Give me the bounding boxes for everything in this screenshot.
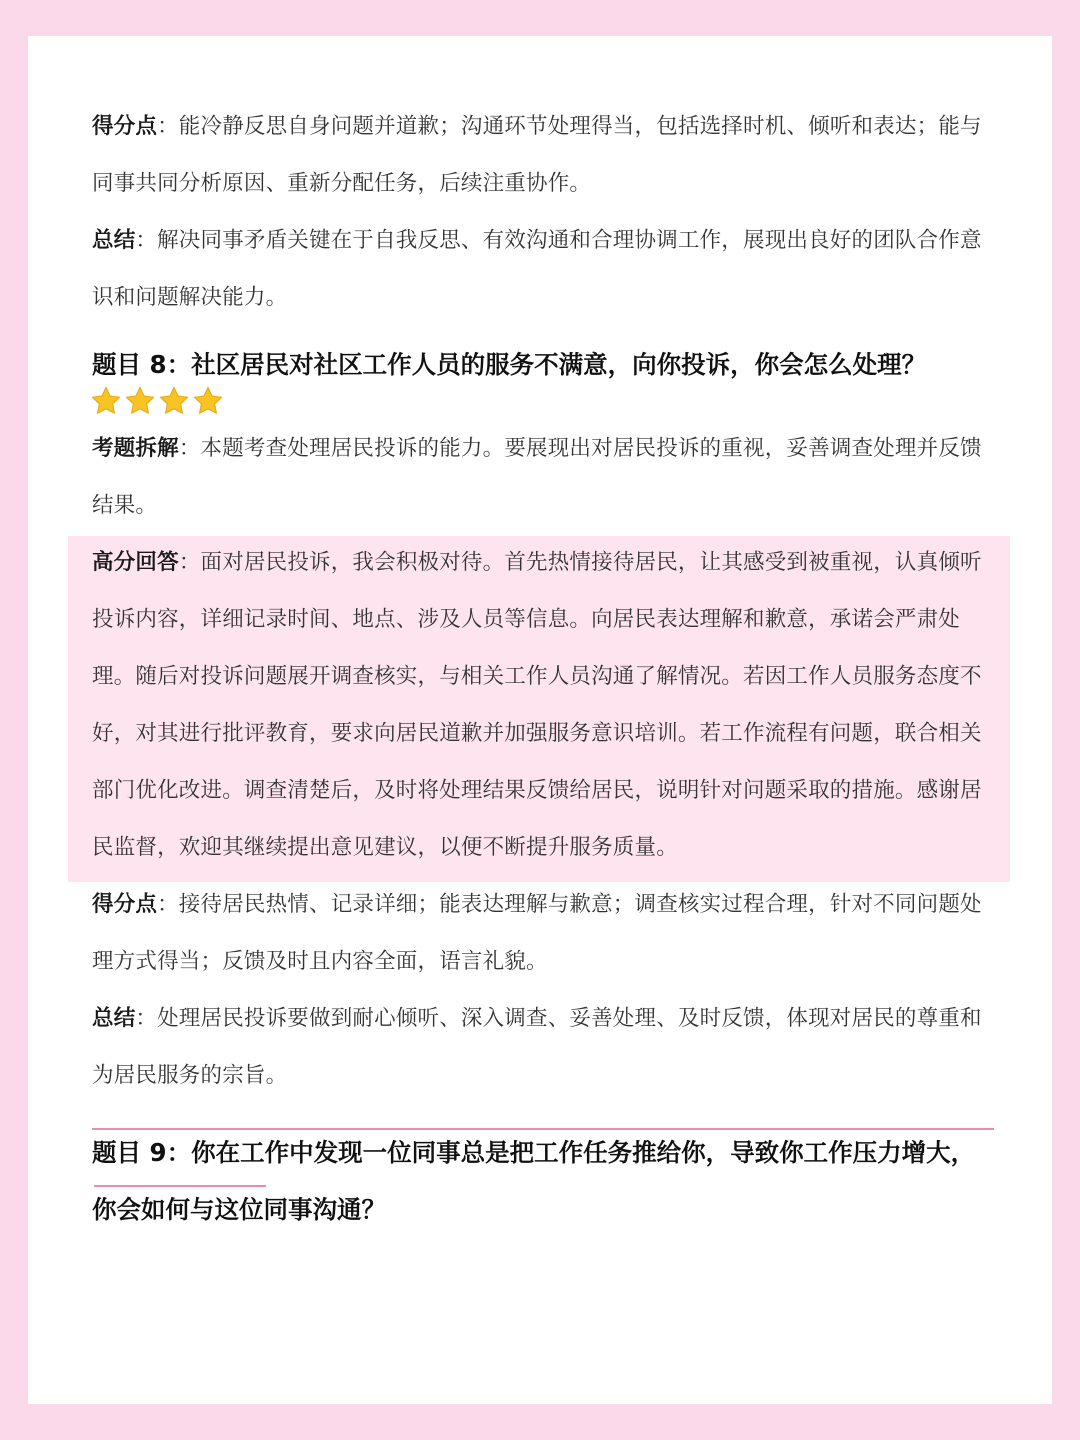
summary-underline-decoration <box>92 1128 994 1130</box>
q8-score-label: 得分点 <box>92 892 158 917</box>
star-icon <box>192 385 224 417</box>
q8-summary-text: ：处理居民投诉要做到耐心倾听、深入调查、妥善处理、及时反馈，体现对居民的尊重和为居民服务的宗旨。 <box>92 1006 982 1088</box>
prev-summary-text: ：解决同事矛盾关键在于自我反思、有效沟通和合理协调工作，展现出良好的团队合作意识和问题解决能力。 <box>92 228 982 310</box>
q8-answer-text: ：面对居民投诉，我会积极对待。首先热情接待居民，让其感受到被重视，认真倾听投诉内容，详细记录时间、地点、涉及人员等信息。向居民表达理解和歉意，承诺会严肃处理。随后对投诉问题展开调查核实，与相关工作人员沟通了解情况。若因工作人员服务态度不好，对其进行批评教育，要求向居民道歉并加强服务意识培训。若工作流程有问题，联合相关部门优化改进。调查清楚后，及时将处理结果反馈给居民，说明针对问题采取的措施。感谢居民监督，欢迎其继续提出意见建议，以便不断提升服务质量。 <box>92 550 982 860</box>
prev-score-paragraph <box>92 98 992 212</box>
prev-score-text: ：能冷静反思自身问题并道歉；沟通环节处理得当，包括选择时机、倾听和表达；能与同事共同分析原因、重新分配任务，后续注重协作。 <box>92 114 982 196</box>
q8-score-text: ：接待居民热情、记录详细；能表达理解与歉意；调查核实过程合理，针对不同问题处理方式得当；反馈及时且内容全面，语言礼貌。 <box>92 892 982 974</box>
question-8-title: 题目 8：社区居民对社区工作人员的服务不满意，向你投诉，你会怎么处理？ <box>92 350 927 379</box>
prev-summary-paragraph <box>92 212 992 326</box>
prev-score-label: 得分点 <box>92 114 158 139</box>
q8-analysis-label: 考题拆解 <box>92 436 179 461</box>
q8-answer-label: 高分回答 <box>92 550 179 575</box>
star-icon <box>158 385 190 417</box>
answer-highlight-block <box>92 534 992 876</box>
star-icon <box>90 385 122 417</box>
q8-summary-paragraph <box>92 990 992 1104</box>
question-9-title: 题目 9：你在工作中发现一位同事总是把工作任务推给你，导致你工作压力增大，你会如何与这位同事沟通？ <box>92 1138 976 1224</box>
q8-score-paragraph <box>92 876 992 990</box>
q8-summary-label: 总结 <box>92 1006 136 1031</box>
article-body <box>92 98 992 1238</box>
content-card <box>28 36 1052 1404</box>
q8-answer-paragraph <box>92 534 992 876</box>
q8-analysis-text: ：本题考查处理居民投诉的能力。要展现出对居民投诉的重视，妥善调查处理并反馈结果。 <box>92 436 982 518</box>
summary-underline-decoration-short <box>94 1185 266 1187</box>
q8-analysis-paragraph <box>92 420 992 534</box>
prev-summary-label: 总结 <box>92 228 136 253</box>
star-icon <box>124 385 156 417</box>
